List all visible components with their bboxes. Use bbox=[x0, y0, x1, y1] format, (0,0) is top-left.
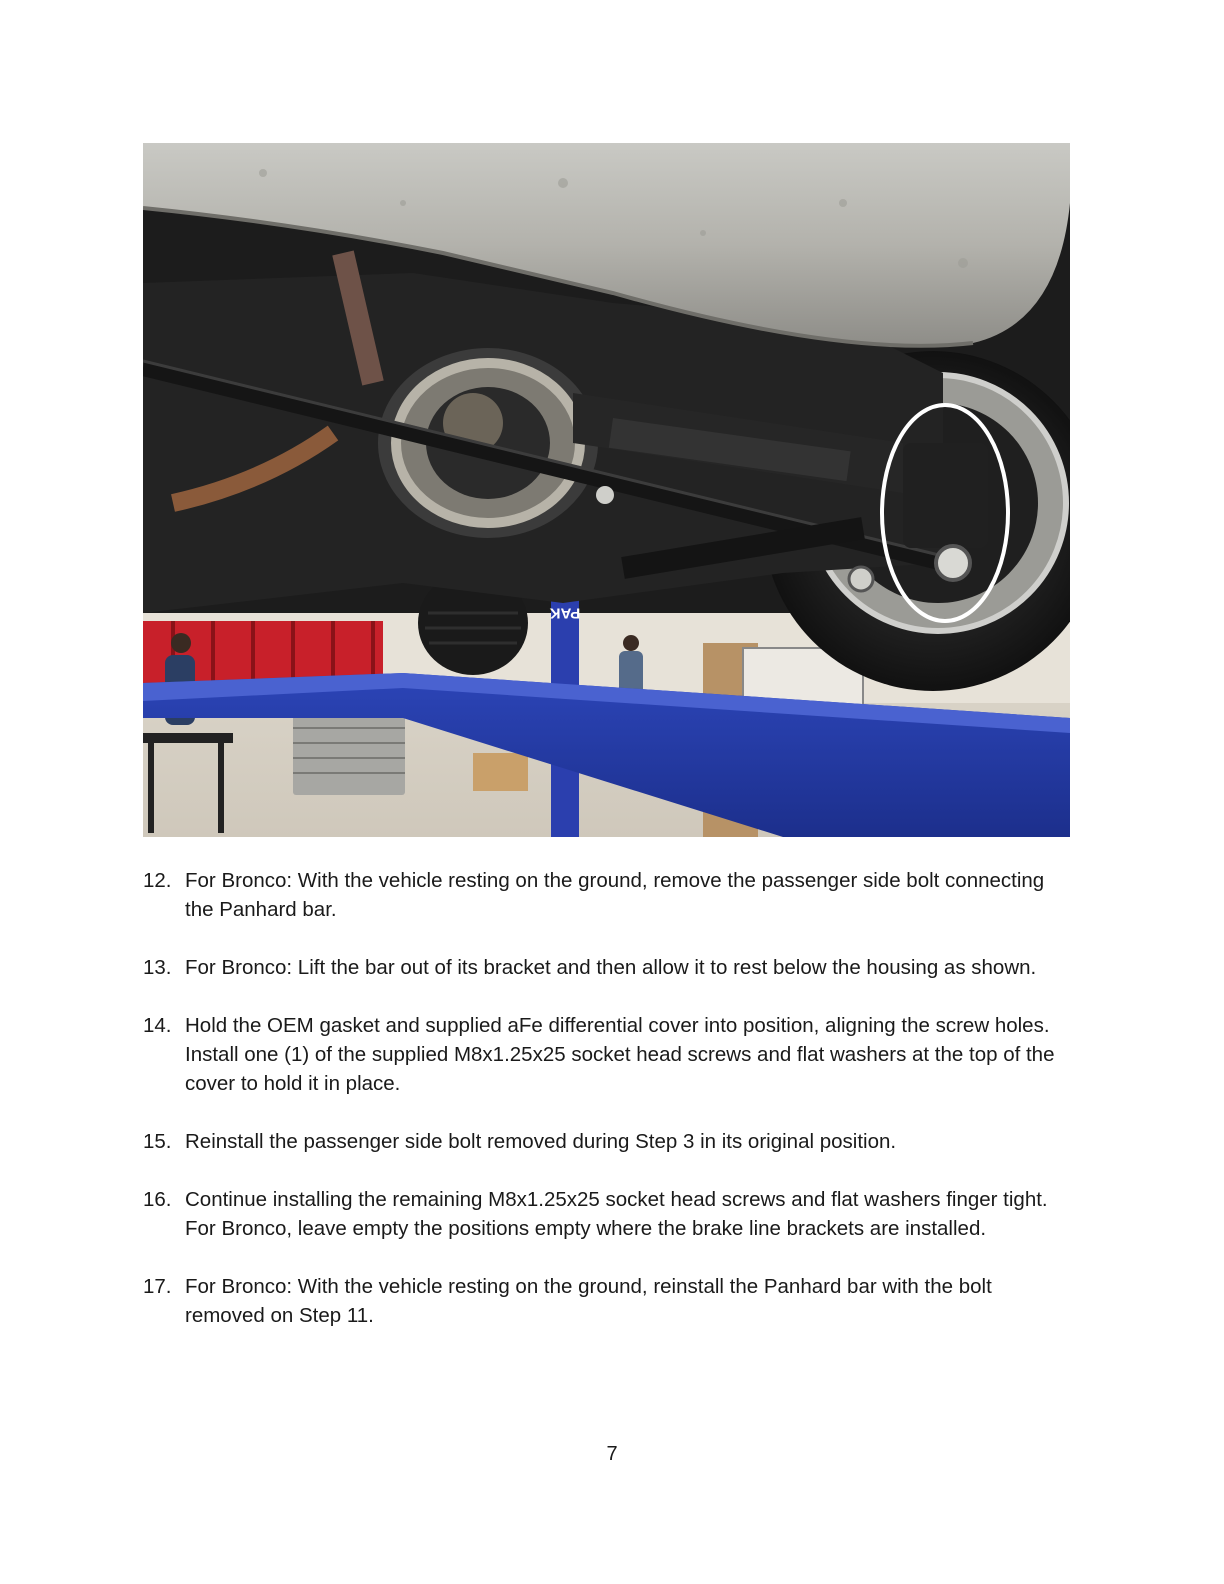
step-16 bbox=[143, 1185, 1073, 1243]
step-17 bbox=[143, 1272, 1073, 1330]
step-text: Hold the OEM gasket and supplied aFe differential cover into position, aligning the screw holes. Install one (1) of the supplied M8x1.25x25 socket head screws and flat washers at the top of the cover to hold it in place. bbox=[185, 1014, 1055, 1095]
step-text: For Bronco: Lift the bar out of its bracket and then allow it to rest below the housing as shown. bbox=[185, 956, 1037, 979]
step-number: 12. bbox=[143, 869, 172, 892]
page-number: 7 bbox=[606, 1443, 618, 1465]
instruction-steps bbox=[143, 866, 1073, 1330]
undercarriage-photo bbox=[143, 143, 1070, 837]
lift-sign-text: PAK bbox=[549, 604, 581, 622]
step-15 bbox=[143, 1127, 1073, 1156]
step-number: 16. bbox=[143, 1188, 172, 1211]
step-13 bbox=[143, 953, 1073, 982]
step-text: For Bronco: With the vehicle resting on the ground, remove the passenger side bolt connecting the Panhard bar. bbox=[185, 869, 1045, 921]
step-12 bbox=[143, 866, 1073, 924]
step-text: Continue installing the remaining M8x1.25x25 socket head screws and flat washers finger tight. For Bronco, leave empty the positions empty where the brake line brackets are installed. bbox=[185, 1188, 1048, 1240]
step-number: 13. bbox=[143, 956, 172, 979]
step-number: 17. bbox=[143, 1275, 172, 1298]
step-text: Reinstall the passenger side bolt removed during Step 3 in its original position. bbox=[185, 1130, 897, 1153]
step-number: 14. bbox=[143, 1014, 172, 1037]
undercarriage-illustration bbox=[143, 143, 1070, 837]
step-14 bbox=[143, 1011, 1073, 1098]
step-number: 15. bbox=[143, 1130, 172, 1153]
step-text: For Bronco: With the vehicle resting on the ground, reinstall the Panhard bar with the bolt removed on Step 11. bbox=[185, 1275, 992, 1327]
